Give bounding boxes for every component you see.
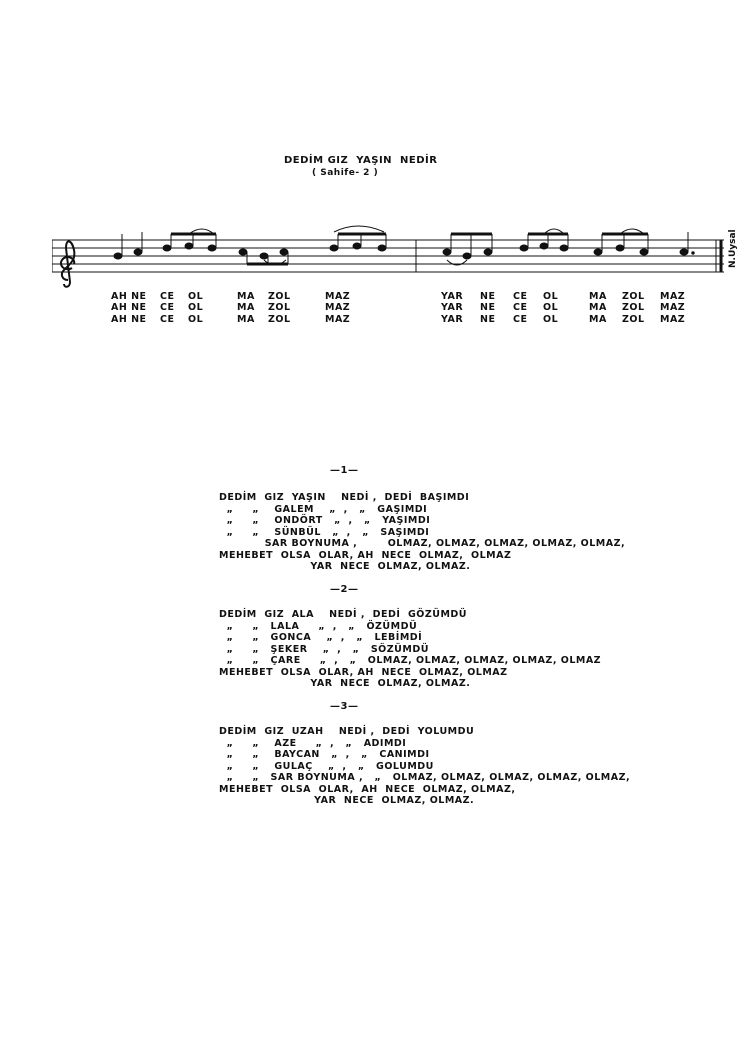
lyric-syllable: MAZ [325,291,351,302]
credit-label: N.Uysal [728,229,738,268]
lyric-syllable: MA [237,291,255,302]
lyric-syllable: MAZ [660,302,686,313]
lyric-syllable: OL [188,314,204,325]
verse-line: MEHEBET OLSA OLAR, AH NECE OLMAZ, OLMAZ [219,549,512,561]
lyric-syllable: CE [513,291,528,302]
verse-line: MEHEBET OLSA OLAR, AH NECE OLMAZ, OLMAZ [219,666,508,678]
lyric-syllable: MA [237,314,255,325]
lyric-syllable: AH NE [111,302,147,313]
lyric-syllable: MA [589,302,607,313]
lyric-syllable: MA [589,291,607,302]
lyric-syllable: CE [160,302,175,313]
lyric-syllable: CE [160,314,175,325]
verse-line: „ „ BAYCAN „ , „ CANIMDI [219,749,430,760]
verse-line: SAR BOYNUMA , OLMAZ, OLMAZ, OLMAZ, OLMAZ, OLMAZ, [219,538,626,549]
lyric-syllable: OL [543,291,559,302]
lyric-syllable: ZOL [622,291,645,302]
verse-line: DEDİM GIZ ALA NEDİ , DEDİ GÖZÜMDÜ [219,609,468,620]
lyric-syllable: YAR [441,302,464,313]
lyric-syllable: MAZ [325,314,351,325]
verse-line: MEHEBET OLSA OLAR, AH NECE OLMAZ, OLMAZ, [219,783,516,795]
verse-line: „ „ SÜNBÜL „ , „ SAŞIMDI [219,526,430,538]
song-title: DEDİM GIZ YAŞIN NEDİR [284,155,438,166]
lyric-syllable: CE [160,291,175,302]
verse-line: „ „ ŞEKER „ , „ SÖZÜMDÜ [219,643,429,655]
verse-line: „ „ GONCA „ , „ LEBİMDİ [219,632,423,643]
lyric-syllable: OL [188,291,204,302]
lyric-syllable: OL [543,314,559,325]
verse-line: DEDİM GIZ YAŞIN NEDİ , DEDİ BAŞIMDI [219,492,470,503]
verse-line: „ „ SAR BOYNUMA , „ OLMAZ, OLMAZ, OLMAZ, OLMAZ, OLMAZ, [219,772,631,783]
verse-line: „ „ AZE „ , „ ADIMDI [219,737,407,749]
lyric-syllable: NE [480,291,496,302]
verse-line: „ „ LALA „ , „ ÖZÜMDÜ [219,620,418,632]
verse-line: YAR NECE OLMAZ, OLMAZ. [219,561,471,572]
lyric-syllable: ZOL [622,314,645,325]
lyric-syllable: MA [237,302,255,313]
verse-number: —2— [330,584,359,595]
lyric-syllable: MAZ [325,302,351,313]
verse-line: „ „ ONDÖRT „ , „ YAŞIMDI [219,515,431,526]
verse-line: YAR NECE OLMAZ, OLMAZ. [219,795,475,806]
verse-line: DEDİM GIZ UZAH NEDİ , DEDİ YOLUMDU [219,726,475,737]
lyric-syllable: ZOL [268,314,291,325]
verse-line: „ „ GULAÇ „ , „ GOLUMDU [219,760,434,772]
verse-number: —3— [330,701,359,712]
verse-line: YAR NECE OLMAZ, OLMAZ. [219,678,471,689]
lyric-syllable: NE [480,314,496,325]
lyric-syllable: AH NE [111,314,147,325]
lyric-syllable: OL [188,302,204,313]
lyric-syllable: MA [589,314,607,325]
lyric-syllable: ZOL [268,302,291,313]
song-subtitle: ( Sahife- 2 ) [312,168,379,178]
lyric-syllable: NE [480,302,496,313]
lyric-syllable: ZOL [622,302,645,313]
verse-line: „ „ GALEM „ , „ GAŞIMDI [219,503,428,515]
lyric-syllable: YAR [441,291,464,302]
music-staff [52,220,732,290]
lyric-syllable: YAR [441,314,464,325]
lyric-syllable: MAZ [660,314,686,325]
lyric-syllable: ZOL [268,291,291,302]
lyric-syllable: MAZ [660,291,686,302]
lyric-syllable: AH NE [111,291,147,302]
lyric-syllable: CE [513,302,528,313]
verse-line: „ „ ÇARE „ , „ OLMAZ, OLMAZ, OLMAZ, OLMAZ, OLMAZ [219,655,602,666]
verse-number: —1— [330,465,359,476]
lyric-syllable: OL [543,302,559,313]
lyric-syllable: CE [513,314,528,325]
